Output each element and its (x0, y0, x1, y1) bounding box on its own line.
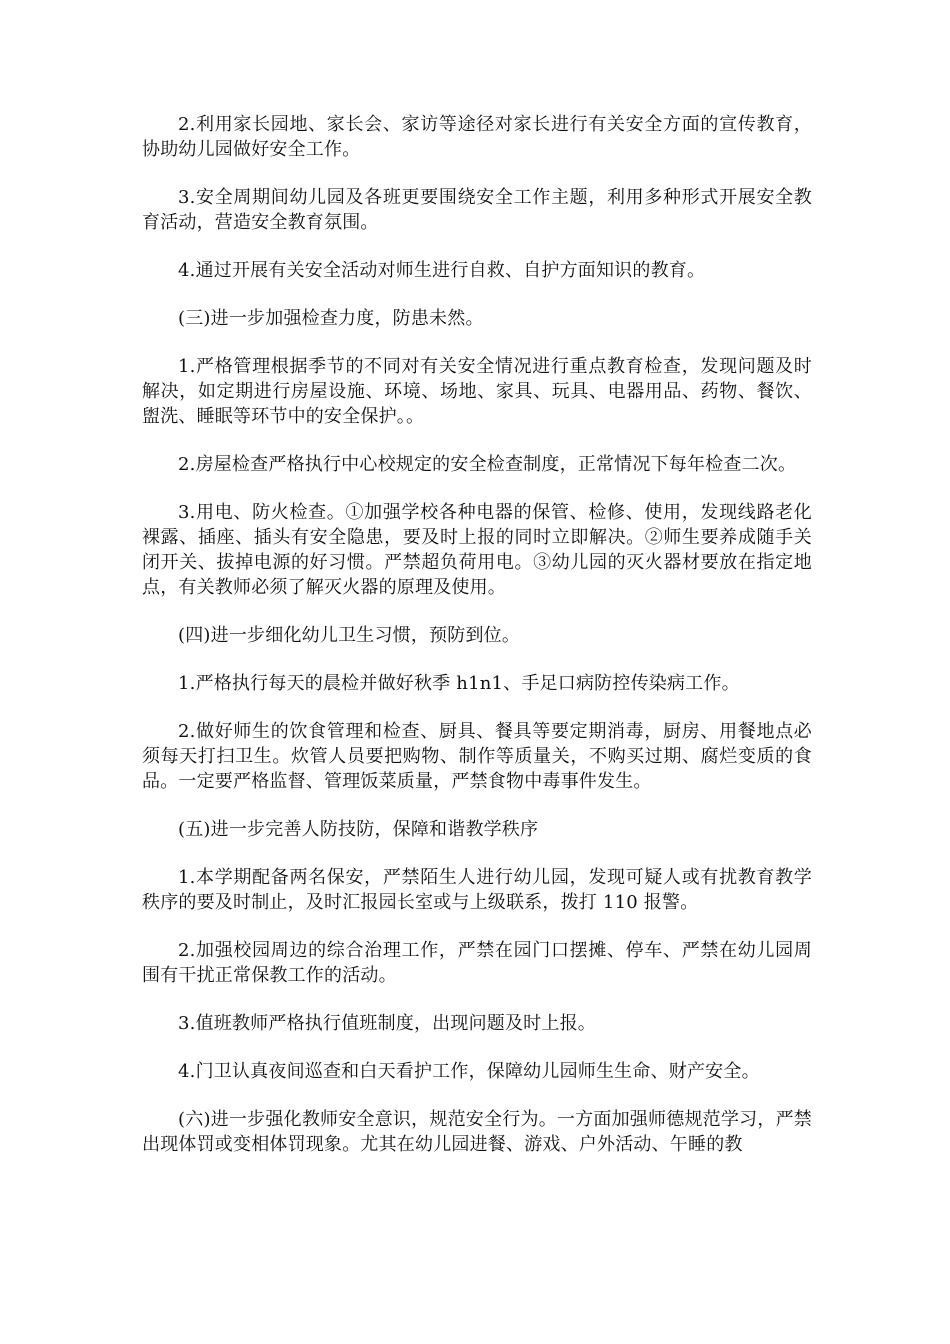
paragraph-2-campus-surroundings: 2.加强校园周边的综合治理工作，严禁在园门口摆摊、停车、严禁在幼儿园周围有干扰正常保教工作的活动。 (142, 940, 812, 986)
section-heading-5-security: (五)进一步完善人防技防，保障和谐教学秩序 (178, 819, 539, 840)
paragraph-3-safety-week: 3.安全周期间幼儿园及各班更要围绕安全工作主题，利用多种形式开展安全教育活动，营造安全教育氛围。 (142, 187, 812, 233)
section-heading-3-inspection: (三)进一步加强检查力度，防患未然。 (178, 308, 484, 329)
paragraph-2-home-safety-education: 2.利用家长园地、家长会、家访等途径对家长进行有关安全方面的宣传教育，协助幼儿园做好安全工作。 (142, 114, 812, 160)
paragraph-3-duty-teachers: 3.值班教师严格执行值班制度，出现问题及时上报。 (178, 1013, 596, 1034)
section-heading-6-teacher-awareness: (六)进一步强化教师安全意识，规范安全行为。一方面加强师德规范学习，严禁出现体罚或变相体罚现象。尤其在幼儿园进餐、游戏、户外活动、午睡的教 (142, 1109, 812, 1155)
paragraph-1-morning-check: 1.严格执行每天的晨检并做好秋季 h1n1、手足口病防控传染病工作。 (178, 673, 740, 694)
paragraph-4-gatekeeper: 4.门卫认真夜间巡查和白天看护工作，保障幼儿园师生生命、财产安全。 (178, 1061, 760, 1082)
paragraph-4-self-rescue: 4.通过开展有关安全活动对师生进行自救、自护方面知识的教育。 (178, 260, 706, 281)
paragraph-2-building-inspection: 2.房屋检查严格执行中心校规定的安全检查制度，正常情况下每年检查二次。 (178, 454, 797, 475)
paragraph-1-security-guards: 1.本学期配备两名保安，严禁陌生人进行幼儿园，发现可疑人或有扰教育教学秩序的要及时制止，及时汇报园长室或与上级联系，拨打 110 报警。 (142, 867, 812, 913)
paragraph-3-electric-fire-inspection: 3.用电、防火检查。①加强学校各种电器的保管、检修、使用，发现线路老化裸露、插座、插头有安全隐患，要及时上报的同时立即解决。②师生要养成随手关闭开关、拔掉电源的好习惯。严禁超负荷用电。③幼儿园的灭火器材要放在指定地点，有关教师必须了解灭火器的原理及使用。 (142, 502, 812, 598)
section-heading-4-hygiene: (四)进一步细化幼儿卫生习惯，预防到位。 (178, 625, 521, 646)
paragraph-1-seasonal-inspection: 1.严格管理根据季节的不同对有关安全情况进行重点教育检查，发现问题及时解决，如定期进行房屋设施、环境、场地、家具、玩具、电器用品、药物、餐饮、盥洗、睡眠等环节中的安全保护。。 (142, 356, 812, 427)
paragraph-2-food-management: 2.做好师生的饮食管理和检查、厨具、餐具等要定期消毒，厨房、用餐地点必须每天打扫卫生。炊管人员要把购物、制作等质量关，不购买过期、腐烂变质的食品。一定要严格监督、管理饭菜质量，严禁食物中毒事件发生。 (142, 721, 812, 792)
